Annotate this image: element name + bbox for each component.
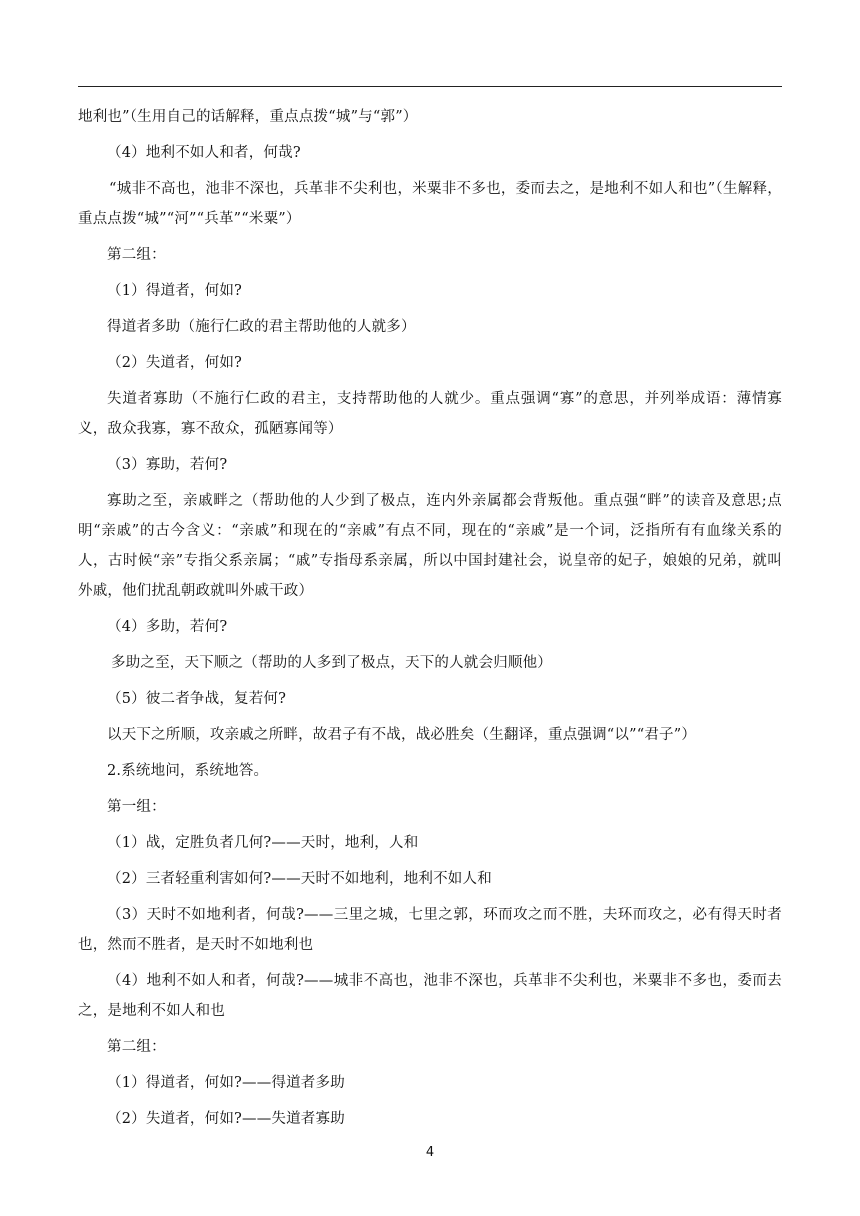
paragraph: （3）寡助，若何? xyxy=(107,457,228,473)
paragraph: 多助之至，天下顺之（帮助的人多到了极点，天下的人就会归顺他） xyxy=(111,655,552,671)
paragraph: （1）得道者，何如? xyxy=(107,283,242,299)
paragraph: 寡助之至，亲戚畔之（帮助他的人少到了极点，连内外亲属都会背叛他。重点强“畔”的读音及意思;点明“亲戚”的古今含义：“亲戚”和现在的“亲戚”有点不同，现在的“亲戚”是一个词，泛指所有有血缘关系的人，古时候“亲”专指父系亲属；“戚”专指母系亲属，所以中国封建社会，说皇帝的妃子，娘娘的兄弟，就叫外戚，他们扰乱朝政就叫外戚干政） xyxy=(78,493,782,599)
paragraph: （4）地利不如人和者，何哉? xyxy=(107,145,301,161)
body-text xyxy=(78,102,782,1140)
paragraph: 第二组： xyxy=(107,247,166,263)
paragraph: （2）失道者，何如?——失道者寡助 xyxy=(107,1111,345,1127)
paragraph: （3）天时不如地利者，何哉?——三里之城，七里之郭，环而攻之而不胜，夫环而攻之，必有得天时者也，然而不胜者，是天时不如地利也 xyxy=(78,907,782,953)
paragraph: 地利也”（生用自己的话解释，重点点拨“城”与“郭”） xyxy=(78,109,418,125)
paragraph: 第一组： xyxy=(107,799,166,815)
header-rule xyxy=(78,86,782,87)
paragraph: （2）失道者，何如? xyxy=(107,355,242,371)
paragraph: 第二组： xyxy=(107,1039,166,1055)
paragraph: “城非不高也，池非不深也，兵革非不尖利也，米粟非不多也，委而去之，是地利不如人和也”（生解释，重点点拨“城”“河”“兵革”“米粟”） xyxy=(78,181,782,227)
paragraph: 2.系统地问，系统地答。 xyxy=(107,763,269,779)
paragraph: （1）得道者，何如?——得道者多助 xyxy=(107,1075,345,1091)
paragraph: 得道者多助（施行仁政的君主帮助他的人就多） xyxy=(107,319,416,335)
paragraph: （4）多助，若何? xyxy=(107,619,228,635)
paragraph: （4）地利不如人和者，何哉?——城非不高也，池非不深也，兵革非不尖利也，米粟非不多也，委而去之，是地利不如人和也 xyxy=(78,973,782,1019)
paragraph: 失道者寡助（不施行仁政的君主，支持帮助他的人就少。重点强调“寡”的意思，并列举成语：薄情寡义，敌众我寡，寡不敌众，孤陋寡闻等） xyxy=(78,391,782,437)
paragraph: 以天下之所顺，攻亲戚之所畔，故君子有不战，战必胜矣（生翻译，重点强调“以”“君子”） xyxy=(107,727,697,743)
paragraph: （1）战，定胜负者几何?——天时，地利，人和 xyxy=(107,835,419,851)
paragraph: （5）彼二者争战，复若何? xyxy=(107,691,287,707)
paragraph: （2）三者轻重利害如何?——天时不如地利，地利不如人和 xyxy=(107,871,492,887)
page-number: 4 xyxy=(425,1145,435,1160)
